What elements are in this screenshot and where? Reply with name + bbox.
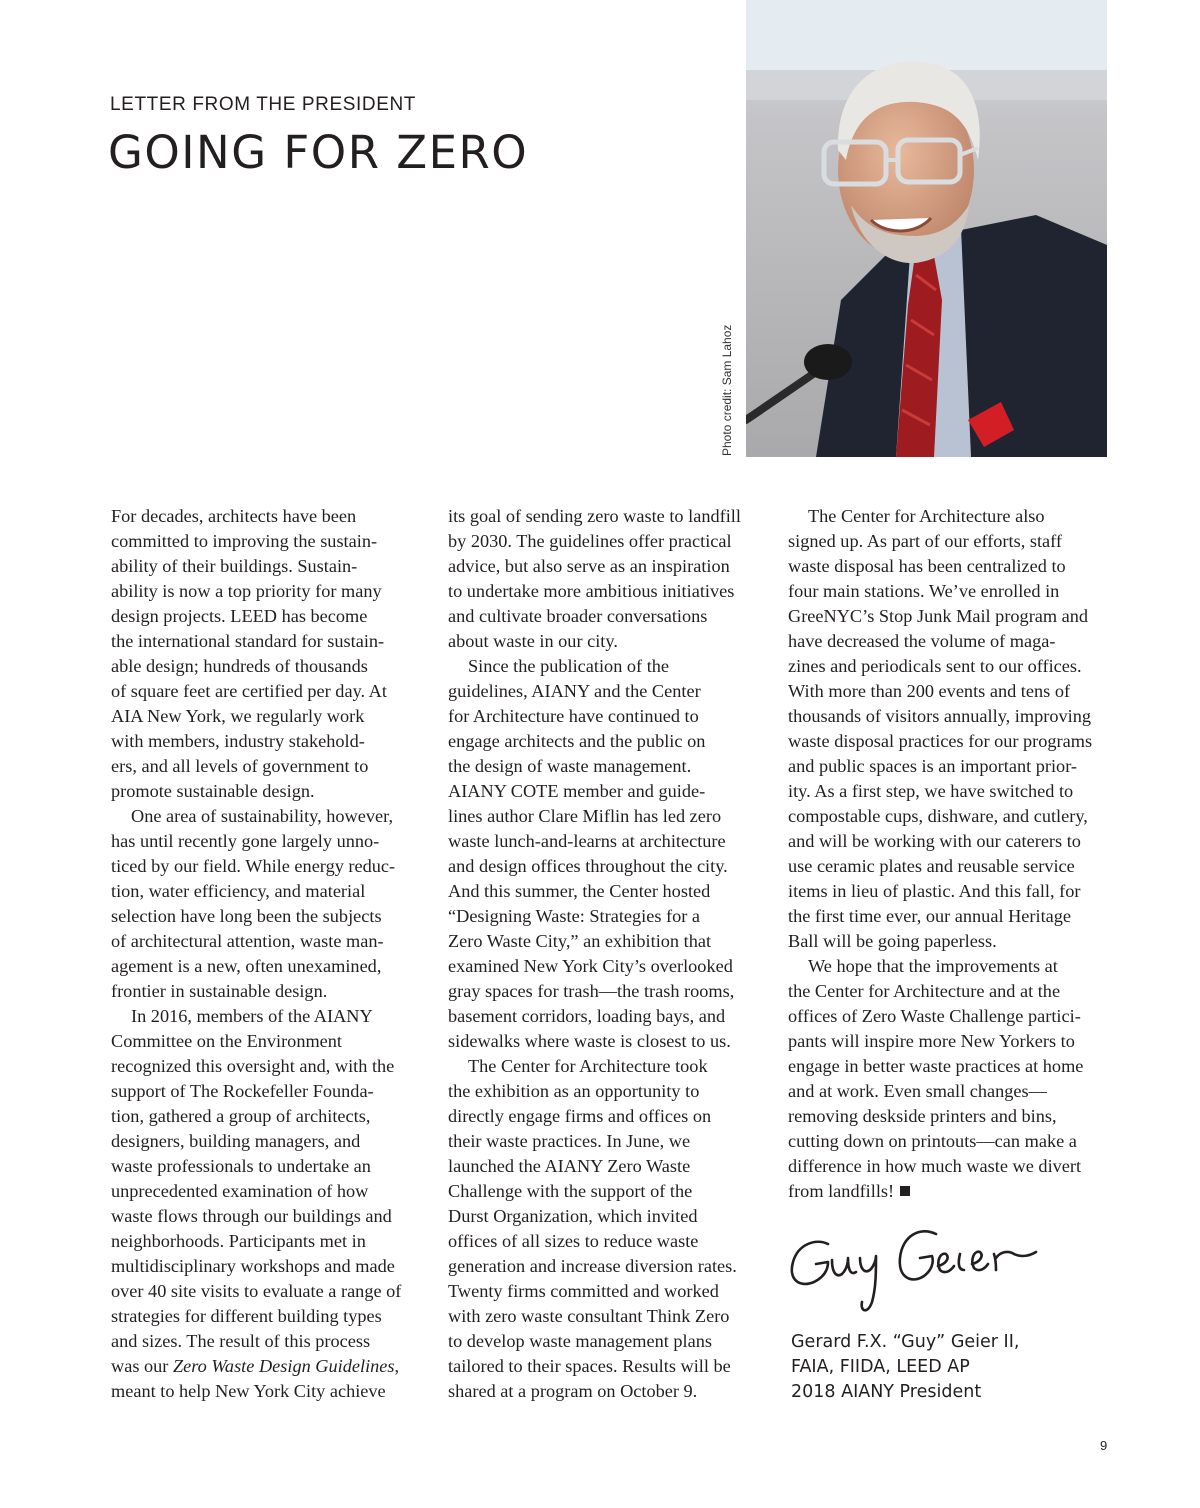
text-line: lines author Clare Miflin has led zero — [448, 806, 722, 826]
text-line: strategies for different building types — [111, 1306, 382, 1326]
text-line: of square feet are certified per day. At — [111, 681, 387, 701]
text-line: Since the publication of the — [468, 656, 670, 676]
text-line: has until recently gone largely unno- — [111, 831, 380, 851]
text-line: AIA New York, we regularly work — [111, 706, 365, 726]
text-line: and at work. Even small changes— — [788, 1081, 1047, 1101]
text-line: GreeNYC’s Stop Junk Mail program and — [788, 606, 1089, 626]
text-line: AIANY COTE member and guide- — [448, 781, 706, 801]
text-line: to undertake more ambitious initiatives — [448, 581, 735, 601]
text-line: support of The Rockefeller Founda- — [111, 1081, 374, 1101]
end-mark-icon — [900, 1186, 910, 1196]
text-line: And this summer, the Center hosted — [448, 881, 711, 901]
text-line: the first time ever, our annual Heritage — [788, 906, 1072, 926]
text-line: cutting down on printouts—can make a — [788, 1131, 1077, 1151]
text-line: Committee on the Environment — [111, 1031, 343, 1051]
text-line: recognized this oversight and, with the — [111, 1056, 395, 1076]
text-line: guidelines, AIANY and the Center — [448, 681, 701, 701]
text-line: the design of waste management. — [448, 756, 692, 776]
text-line: thousands of visitors annually, improving — [788, 706, 1091, 726]
text-line: able design; hundreds of thousands — [111, 656, 368, 676]
text-line: multidisciplinary workshops and made — [111, 1256, 395, 1276]
text-line: Durst Organization, which invited — [448, 1206, 698, 1226]
text-line: gray spaces for trash—the trash rooms, — [448, 981, 735, 1001]
text-line: signed up. As part of our efforts, staff — [788, 531, 1063, 551]
text-line: its goal of sending zero waste to landfill — [448, 506, 741, 526]
text-line: promote sustainable design. — [111, 781, 315, 801]
text-line: meant to help New York City achieve — [111, 1381, 386, 1401]
text-line: tion, gathered a group of architects, — [111, 1106, 371, 1126]
text-line: ticed by our field. While energy reduc- — [111, 856, 396, 876]
text-line: difference in how much waste we divert — [788, 1156, 1082, 1176]
section-kicker: LETTER FROM THE PRESIDENT — [110, 94, 417, 115]
text-line: directly engage firms and offices on — [448, 1106, 712, 1126]
text-line: the international standard for sustain- — [111, 631, 385, 651]
text-fragment: was our — [111, 1356, 173, 1376]
handwritten-signature — [786, 1222, 1066, 1322]
text-line: neighborhoods. Participants met in — [111, 1231, 366, 1251]
text-line: The Center for Architecture took — [468, 1056, 708, 1076]
text-line: Challenge with the support of the — [448, 1181, 693, 1201]
text-line: and will be working with our caterers to — [788, 831, 1081, 851]
text-line: designers, building managers, and — [111, 1131, 361, 1151]
text-line: offices of Zero Waste Challenge partici- — [788, 1006, 1081, 1026]
text-line: In 2016, members of the AIANY — [131, 1006, 373, 1026]
article-column-2 — [448, 504, 756, 1404]
text-line: over 40 site visits to evaluate a range of — [111, 1281, 402, 1301]
text-line: basement corridors, loading bays, and — [448, 1006, 726, 1026]
text-line: With more than 200 events and tens of — [788, 681, 1071, 701]
text-line: to develop waste management plans — [448, 1331, 712, 1351]
signer-role: 2018 AIANY President — [791, 1382, 982, 1402]
text-line: Ball will be going paperless. — [788, 931, 997, 951]
text-line: compostable cups, dishware, and cutlery, — [788, 806, 1088, 826]
text-line: waste flows through our buildings and — [111, 1206, 392, 1226]
text-line: removing deskside printers and bins, — [788, 1106, 1057, 1126]
article-column-1 — [111, 504, 419, 1404]
signature-block — [791, 1330, 1019, 1405]
text-line: and sizes. The result of this process — [111, 1331, 371, 1351]
text-line: items in lieu of plastic. And this fall, for — [788, 881, 1081, 901]
page-number: 9 — [1100, 1438, 1108, 1453]
page-title: GOING FOR ZERO — [108, 126, 529, 179]
text-line-with-italic-title — [111, 1354, 419, 1379]
text-line: of architectural attention, waste man- — [111, 931, 384, 951]
guidelines-title-italic: Zero Waste Design Guidelines — [172, 1356, 395, 1376]
article-column-3 — [788, 504, 1096, 1204]
text-line: One area of sustainability, however, — [131, 806, 394, 826]
text-line: shared at a program on October 9. — [448, 1381, 698, 1401]
text-line: use ceramic plates and reusable service — [788, 856, 1075, 876]
text-line: engage in better waste practices at home — [788, 1056, 1084, 1076]
text-line: offices of all sizes to reduce waste — [448, 1231, 699, 1251]
text-line: committed to improving the sustain- — [111, 531, 378, 551]
president-portrait-photo — [746, 0, 1107, 457]
text-fragment: , — [394, 1356, 400, 1376]
text-line: with zero waste consultant Think Zero — [448, 1306, 730, 1326]
text-line: ability of their buildings. Sustain- — [111, 556, 358, 576]
text-line: selection have long been the subjects — [111, 906, 382, 926]
text-line: the exhibition as an opportunity to — [448, 1081, 700, 1101]
text-line: For decades, architects have been — [111, 506, 357, 526]
text-line: “Designing Waste: Strategies for a — [448, 906, 701, 926]
text-line: advice, but also serve as an inspiration — [448, 556, 730, 576]
text-line: engage architects and the public on — [448, 731, 706, 751]
text-line: We hope that the improvements at — [808, 956, 1058, 976]
text-line: tailored to their spaces. Results will be — [448, 1356, 731, 1376]
text-line: design projects. LEED has become — [111, 606, 368, 626]
text-line: pants will inspire more New Yorkers to — [788, 1031, 1075, 1051]
signer-credentials: FAIA, FIIDA, LEED AP — [791, 1357, 970, 1377]
text-line: unprecedented examination of how — [111, 1181, 369, 1201]
text-line: and design offices throughout the city. — [448, 856, 728, 876]
text-fragment: from landfills! — [788, 1181, 895, 1201]
text-line: sidewalks where waste is closest to us. — [448, 1031, 731, 1051]
text-line: by 2030. The guidelines offer practical — [448, 531, 732, 551]
text-line: ity. As a first step, we have switched to — [788, 781, 1074, 801]
photo-credit: Photo credit: Sam Lahoz — [720, 324, 734, 456]
text-line: tion, water efficiency, and material — [111, 881, 366, 901]
text-line: with members, industry stakehold- — [111, 731, 365, 751]
text-line: frontier in sustainable design. — [111, 981, 328, 1001]
text-line: about waste in our city. — [448, 631, 618, 651]
text-line: waste professionals to undertake an — [111, 1156, 371, 1176]
text-line: four main stations. We’ve enrolled in — [788, 581, 1060, 601]
text-line: waste disposal has been centralized to — [788, 556, 1066, 576]
text-line: and cultivate broader conversations — [448, 606, 708, 626]
text-line: waste lunch-and-learns at architecture — [448, 831, 726, 851]
text-line: ers, and all levels of government to — [111, 756, 369, 776]
text-line: examined New York City’s overlooked — [448, 956, 733, 976]
text-line: generation and increase diversion rates. — [448, 1256, 737, 1276]
text-line: launched the AIANY Zero Waste — [448, 1156, 691, 1176]
text-line: waste disposal practices for our programs — [788, 731, 1093, 751]
text-line: and public spaces is an important prior- — [788, 756, 1078, 776]
text-line: agement is a new, often unexamined, — [111, 956, 382, 976]
text-line: the Center for Architecture and at the — [788, 981, 1061, 1001]
text-line: their waste practices. In June, we — [448, 1131, 691, 1151]
signer-name: Gerard F.X. “Guy” Geier II, — [791, 1332, 1020, 1352]
text-line: zines and periodicals sent to our offices. — [788, 656, 1082, 676]
text-line: Zero Waste City,” an exhibition that — [448, 931, 712, 951]
text-line: for Architecture have continued to — [448, 706, 699, 726]
text-line: The Center for Architecture also — [808, 506, 1045, 526]
text-line: Twenty firms committed and worked — [448, 1281, 719, 1301]
text-line-with-end-mark — [788, 1179, 1096, 1204]
text-line: ability is now a top priority for many — [111, 581, 382, 601]
text-line: have decreased the volume of maga- — [788, 631, 1056, 651]
